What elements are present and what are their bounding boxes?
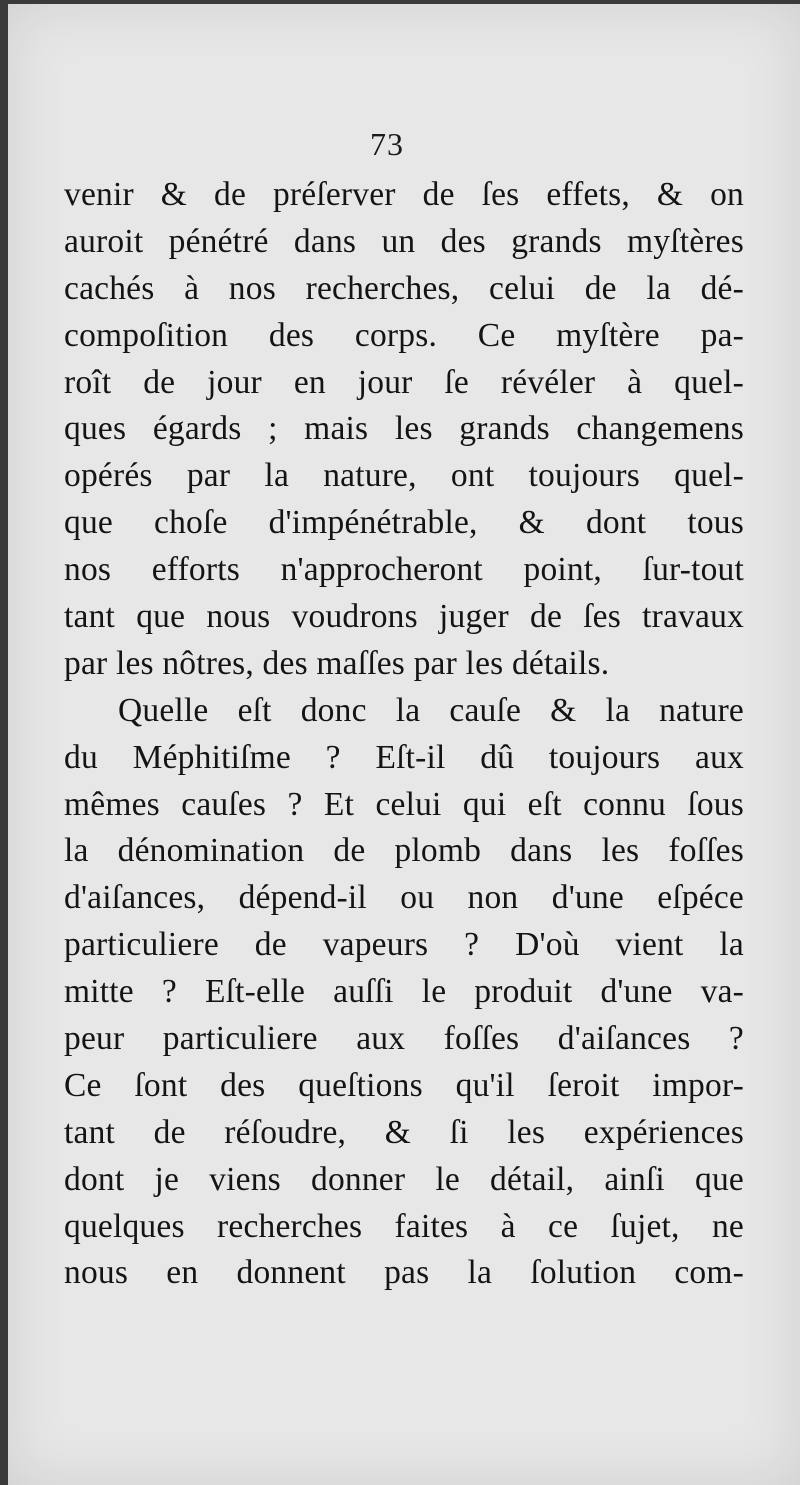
- text-line: mitte ? Eſt-elle auſſi le produit d'une va-: [64, 973, 744, 1011]
- text-line: tant que nous voudrons juger de ſes travaux: [64, 598, 744, 636]
- text-line: Quelle eſt donc la cauſe & la nature: [118, 691, 744, 729]
- text-line: nos efforts n'approcheront point, ſur-tout: [64, 551, 744, 589]
- text-line: peur particuliere aux foſſes d'aiſances ?: [64, 1020, 744, 1058]
- text-line: Ce ſont des queſtions qu'il ſeroit impor-: [64, 1066, 744, 1104]
- text-line: ques égards ; mais les grands changemens: [64, 410, 744, 448]
- text-line: auroit pénétré dans un des grands myſtères: [64, 222, 744, 260]
- text-line: mêmes cauſes ? Et celui qui eſt connu ſous: [64, 785, 744, 823]
- text-line: par les nôtres, des maſſes par les détails.: [64, 644, 610, 682]
- text-line: tant de réſoudre, & ſi les expériences: [64, 1113, 744, 1151]
- text-line: d'aiſances, dépend-il ou non d'une eſpéce: [64, 879, 744, 917]
- text-line: dont je viens donner le détail, ainſi que: [64, 1160, 744, 1198]
- text-line: compoſition des corps. Ce myſtère pa-: [64, 316, 744, 354]
- text-line: la dénomination de plomb dans les foſſes: [64, 832, 744, 870]
- body-text: [64, 172, 744, 1297]
- text-line: quelques recherches faites à ce ſujet, ne: [64, 1207, 744, 1245]
- text-line: que choſe d'impénétrable, & dont tous: [64, 504, 744, 542]
- paragraph-2: [64, 688, 744, 1298]
- page-number: 73: [370, 126, 404, 162]
- text-line: venir & de préſerver de ſes effets, & on: [64, 176, 744, 213]
- text-line: particuliere de vapeurs ? D'où vient la: [64, 926, 744, 964]
- text-line: roît de jour en jour ſe révéler à quel-: [64, 363, 744, 401]
- text-line: opérés par la nature, ont toujours quel-: [64, 457, 744, 495]
- text-line: cachés à nos recherches, celui de la dé-: [64, 269, 744, 307]
- text-line: du Méphitiſme ? Eſt-il dû toujours aux: [64, 738, 744, 776]
- paragraph-1: [64, 172, 744, 688]
- book-page: [8, 4, 800, 1485]
- text-line: nous en donnent pas la ſolution com-: [64, 1254, 744, 1292]
